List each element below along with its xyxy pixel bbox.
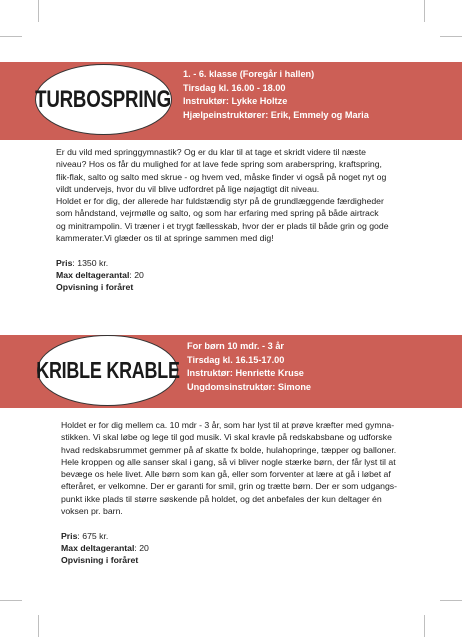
- paragraph-line: efteråret, er velkomne. Der er garanti for smil, grin og trætte børn. Der er som udgangs-: [61, 481, 398, 492]
- max-participants-label: Max deltagerantal: [61, 542, 135, 553]
- max-participants-line: [61, 542, 397, 554]
- price-line: [61, 530, 397, 542]
- section-body: [61, 419, 397, 567]
- paragraph-line: punkt ikke plads til større søskende på holdet, og det anbefales der kun deltager én: [61, 493, 382, 504]
- paragraph-line: kammerater.Vi glæder os til at springe sammen med dig!: [56, 233, 274, 244]
- info-time: Tirsdag kl. 16.15-17.00: [187, 354, 285, 365]
- crop-mark: [424, 0, 425, 22]
- crop-mark: [38, 615, 39, 637]
- section-info: [183, 68, 369, 122]
- info-youth-instructor: Ungdomsinstruktør: Simone: [187, 381, 312, 392]
- max-participants-line: [56, 269, 389, 281]
- section-title: TURBOSPRING: [35, 85, 172, 113]
- max-participants-value: : 20: [129, 269, 144, 280]
- paragraph-line: Holdet er for dig mellem ca. 10 mdr - 3 år, som har lyst til at prøve kræfter med gymna-: [61, 420, 395, 430]
- info-instructor: Instruktør: Lykke Holtze: [183, 96, 288, 107]
- title-oval: [35, 64, 172, 135]
- price-label: Pris: [61, 530, 78, 541]
- crop-mark: [0, 600, 22, 601]
- show-label: Opvisning i foråret: [56, 282, 134, 293]
- info-time: Tirsdag kl. 16.00 - 18.00: [183, 82, 286, 93]
- paragraph-line: flik-flak, salto og salto med skrue - og hvem ved, måske finder vi også på noget nyt og: [56, 171, 387, 182]
- show-line: [56, 281, 389, 293]
- title-oval: [37, 335, 178, 406]
- crop-mark: [440, 600, 462, 601]
- price-value: : 675 kr.: [77, 530, 109, 541]
- price-value: : 1350 kr.: [72, 257, 109, 268]
- crop-mark: [424, 615, 425, 637]
- info-age: For børn 10 mdr. - 3 år: [187, 341, 285, 351]
- paragraph-line: Hele kroppen og alle sanser skal i gang, så vi bliver nogle stærke børn, der får lyst til at: [61, 456, 396, 467]
- paragraph-line: som håndstand, vejrmølle og salto, og som har erfaring med spring på både airtrack: [56, 208, 379, 219]
- show-line: [61, 554, 397, 566]
- show-label: Opvisning i foråret: [61, 555, 139, 566]
- section-info: [187, 340, 311, 394]
- paragraph-line: stikken. Vi skal løbe og lege til god musik. Vi skal kravle på redskabsbane og udforske: [61, 432, 392, 443]
- crop-mark: [440, 36, 462, 37]
- crop-mark: [0, 36, 22, 37]
- paragraph-line: vildt undervejs, hvor du vil blive udfordret på lige nøjagtigt dit niveau.: [56, 183, 320, 194]
- paragraph-line: Er du vild med springgymnastik? Og er du klar til at tage et skridt videre til næste: [56, 147, 366, 157]
- paragraph-line: hvad redskabsrummet gemmer på af skatte fx bolde, hulahopringe, tæpper og balloner.: [61, 444, 397, 455]
- paragraph-line: Holdet er for dig, der allerede har fuldstændig styr på de grundlæggende færdigheder: [56, 196, 384, 207]
- paragraph-line: niveau? Hos os får du mulighed for at lave fede spring som araberspring, kraftspring,: [56, 159, 382, 170]
- paragraph-line: og minitrampolin. Vi træner i et trygt fællesskab, hvor der er plads til både grin og gode: [56, 220, 389, 231]
- info-assistants: Hjælpeinstruktører: Erik, Emmely og Maria: [183, 109, 369, 120]
- max-participants-value: : 20: [134, 542, 149, 553]
- info-grade: 1. - 6. klasse (Foregår i hallen): [183, 69, 315, 79]
- paragraph-line: bevæge os hele livet. Alle børn som kan gå, eller som forventer at lære at gå i løbet af: [61, 469, 391, 480]
- price-label: Pris: [56, 257, 73, 268]
- price-line: [56, 257, 389, 269]
- section-body: [56, 146, 389, 294]
- crop-mark: [38, 0, 39, 22]
- section-title: KRIBLE KRABLE: [35, 357, 180, 383]
- info-instructor: Instruktør: Henriette Kruse: [187, 368, 304, 379]
- paragraph-line: voksen pr. barn.: [61, 506, 123, 517]
- max-participants-label: Max deltagerantal: [56, 269, 130, 280]
